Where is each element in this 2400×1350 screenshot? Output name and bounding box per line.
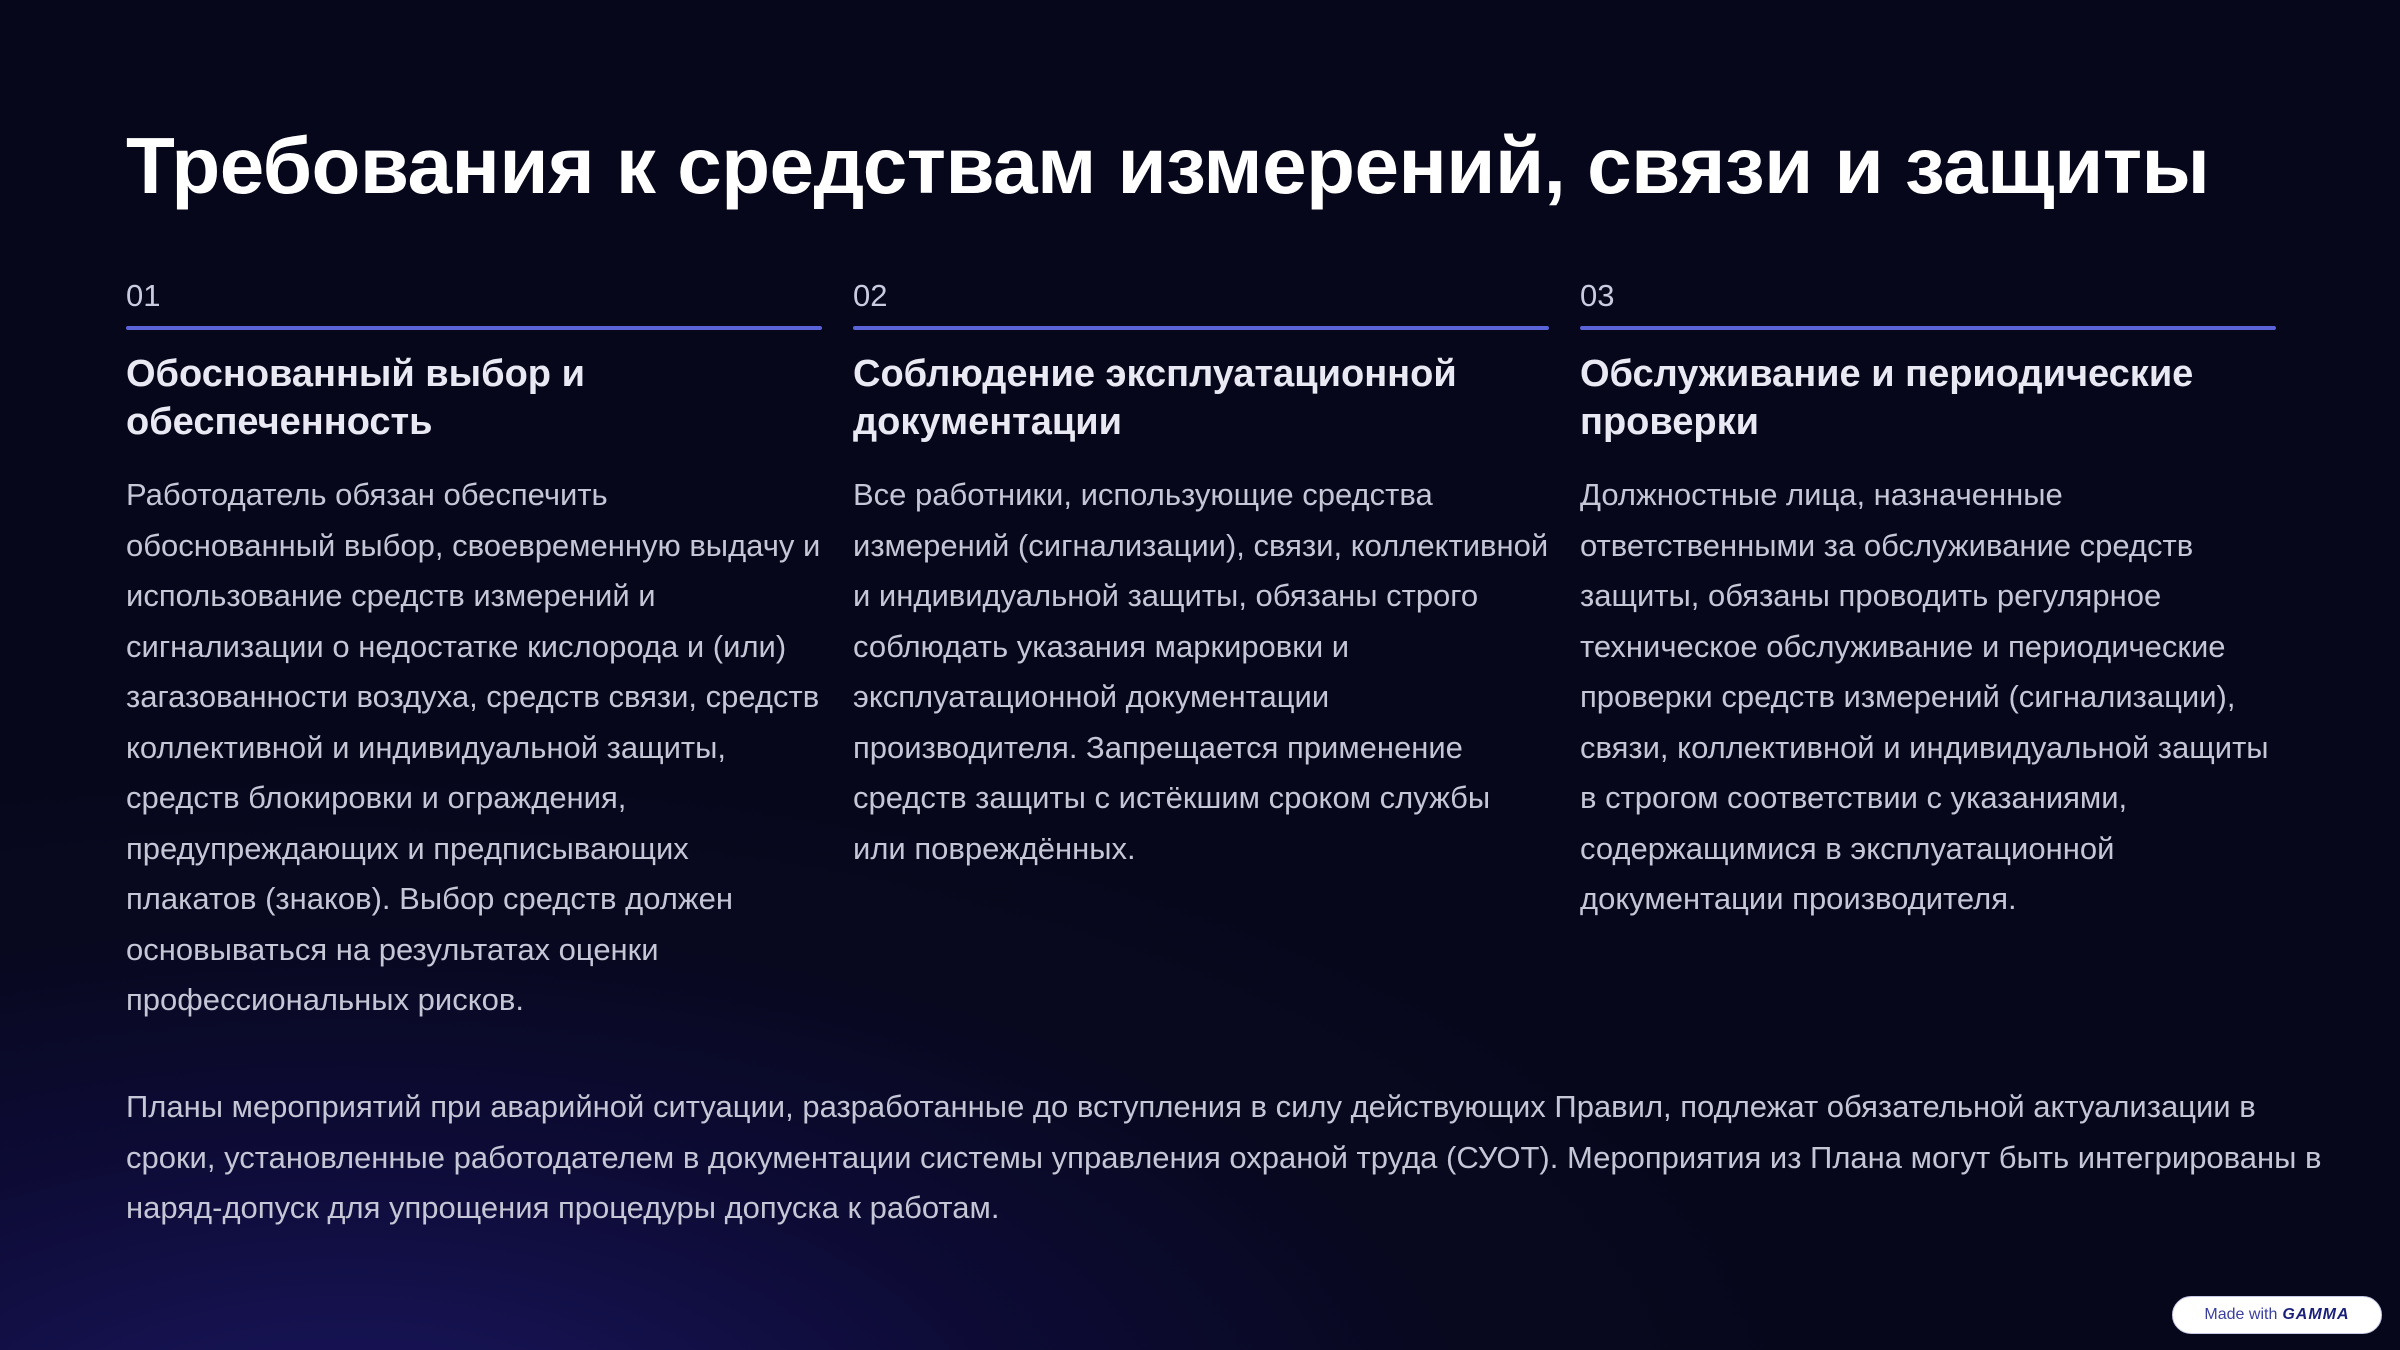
- badge-label: Made with: [2204, 1306, 2278, 1323]
- column-number: 03: [1580, 278, 1615, 313]
- column-divider: [1580, 326, 2276, 330]
- slide-title: Требования к средствам измерений, связи и защиты: [126, 121, 2210, 210]
- gamma-logo: GAMMA: [2282, 1306, 2350, 1323]
- column-body: Все работники, использующие средства измерений (сигнализации), связи, коллективной и индивидуальной защиты, обязаны строго соблюдать указания маркировки и эксплуатационной документации производителя. Запрещается применение средств защиты с истёкшим сроком службы или повреждённых.: [853, 477, 1549, 866]
- column-body: Работодатель обязан обеспечить обоснованный выбор, своевременную выдачу и использование средств измерений и сигнализации о недостатке кислорода и (или) загазованности воздуха, средств связи, средств коллективной и индивидуальной защиты, средств блокировки и ограждения, предупреждающих и предписывающих плакатов (знаков). Выбор средств должен основываться на результатах оценки профессиональных рисков.: [126, 477, 821, 1017]
- column-divider: [126, 326, 822, 330]
- column-body: Должностные лица, назначенные ответственными за обслуживание средств защиты, обязаны проводить регулярное техническое обслуживание и периодические проверки средств измерений (сигнализации), связи, коллективной и индивидуальной защиты в строгом соответствии с указаниями, содержащимися в эксплуатационной документации производителя.: [1580, 477, 2269, 916]
- column-2: [853, 276, 1549, 874]
- made-with-gamma-badge[interactable]: [2172, 1296, 2382, 1334]
- column-1: [126, 276, 822, 1026]
- column-heading: Соблюдение эксплуатационной документации: [853, 353, 1457, 443]
- column-divider: [853, 326, 1549, 330]
- column-number: 01: [126, 278, 161, 313]
- column-number: 02: [853, 278, 888, 313]
- column-heading: Обоснованный выбор и обеспеченность: [126, 353, 585, 443]
- column-3: [1580, 276, 2276, 925]
- footer-note: Планы мероприятий при аварийной ситуации, разработанные до вступления в силу действующих Правил, подлежат обязательной актуализации в сроки, установленные работодателем в документации системы управления охраной труда (СУОТ). Мероприятия из Плана могут быть интегрированы в наряд-допуск для упрощения процедуры допуска к работам.: [126, 1089, 2322, 1225]
- column-heading: Обслуживание и периодические проверки: [1580, 353, 2194, 443]
